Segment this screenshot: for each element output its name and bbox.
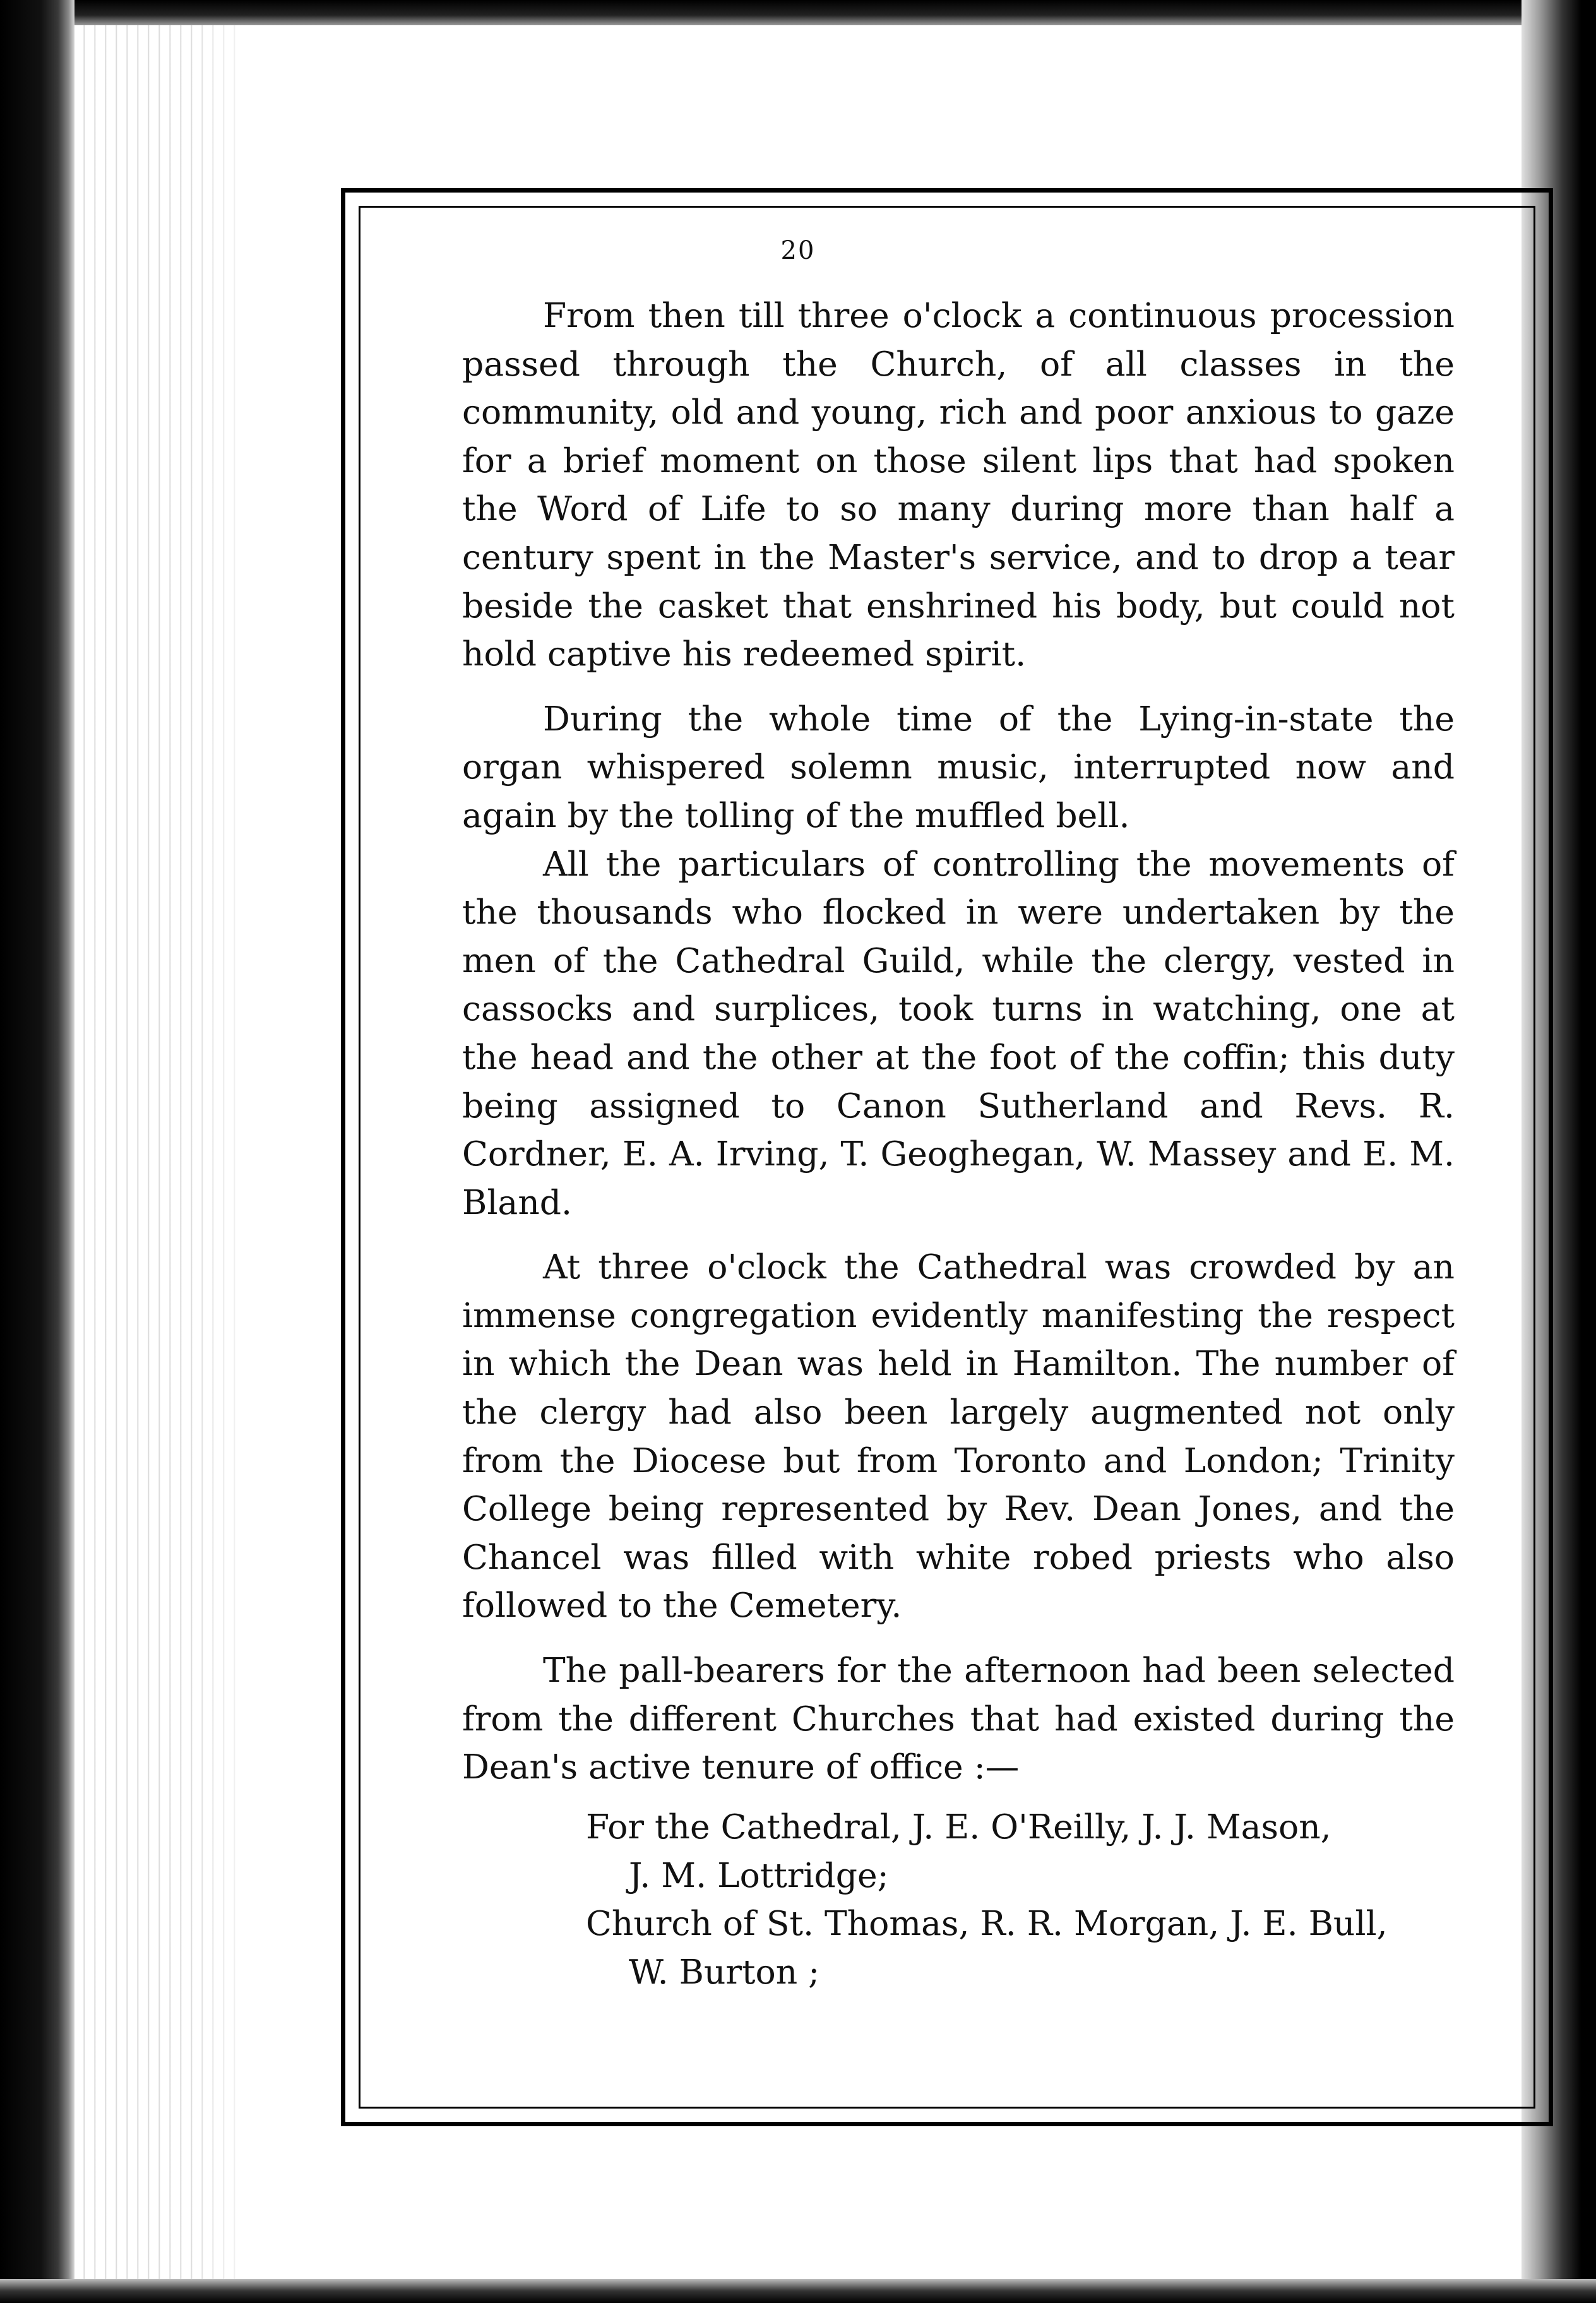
body-text [462, 292, 1455, 1792]
paragraph-three-oclock: At three o'clock the Cathedral was crowded by an immense congregation evidently manifesting the respect in which the Dean was held in Hamilton. The number of the clergy had also been largely augmented not only from the Diocese but from Toronto and London; Trinity College being represented by Rev. Dean Jones, and the Chancel was filled with white robed priests who also followed to the Cemetery. [462, 1247, 1455, 1626]
list-item-lead: Church of St. Thomas, R. R. Morgan, J. E. Bull, [586, 1903, 1388, 1944]
pall-bearers-list [462, 1803, 1455, 1996]
list-item-lead: For the Cathedral, J. E. O'Reilly, J. J. Mason, [586, 1807, 1331, 1847]
scan-border-bottom [0, 2279, 1596, 2303]
list-item-continuation: J. M. Lottridge; [629, 1855, 889, 1895]
list-item-continuation: W. Burton ; [629, 1951, 820, 1992]
scan-border-left [0, 0, 74, 2303]
page-number: 20 [780, 236, 816, 265]
paragraph-procession: From then till three o'clock a continuous procession passed through the Church, of all classes in the community, old and young, rich and poor anxious to gaze for a brief moment on those silent lips that had spoken the Word of Life to so many during more than half a century spent in the Master's service, and to drop a tear beside the casket that enshrined his body, but could not hold captive his redeemed spirit. [462, 295, 1455, 674]
paragraph-pall-bearers: The pall-bearers for the afternoon had been selected from the different Churches that had existed during the Dean's active tenure of office :— [462, 1650, 1455, 1787]
scan-border-top [0, 0, 1596, 25]
paragraph-lying-in-state: During the whole time of the Lying-in-state the organ whispered solemn music, interrupted now and again by the tolling of the muffled bell. [462, 698, 1455, 835]
list-item [462, 1900, 1455, 1996]
book-page-edges-fade [189, 25, 265, 2279]
list-item [462, 1803, 1455, 1900]
paragraph-cathedral-guild: All the particulars of controlling the movements of the thousands who flocked in were undertaken by the men of the Cathedral Guild, while the clergy, vested in cassocks and surplices, took turns in watching, one at the head and the other at the foot of the coffin; this duty being assigned to Canon Sutherland and Revs. R. Cordner, E. A. Irving, T. Geoghegan, W. Massey and E. M. Bland. [462, 843, 1455, 1222]
